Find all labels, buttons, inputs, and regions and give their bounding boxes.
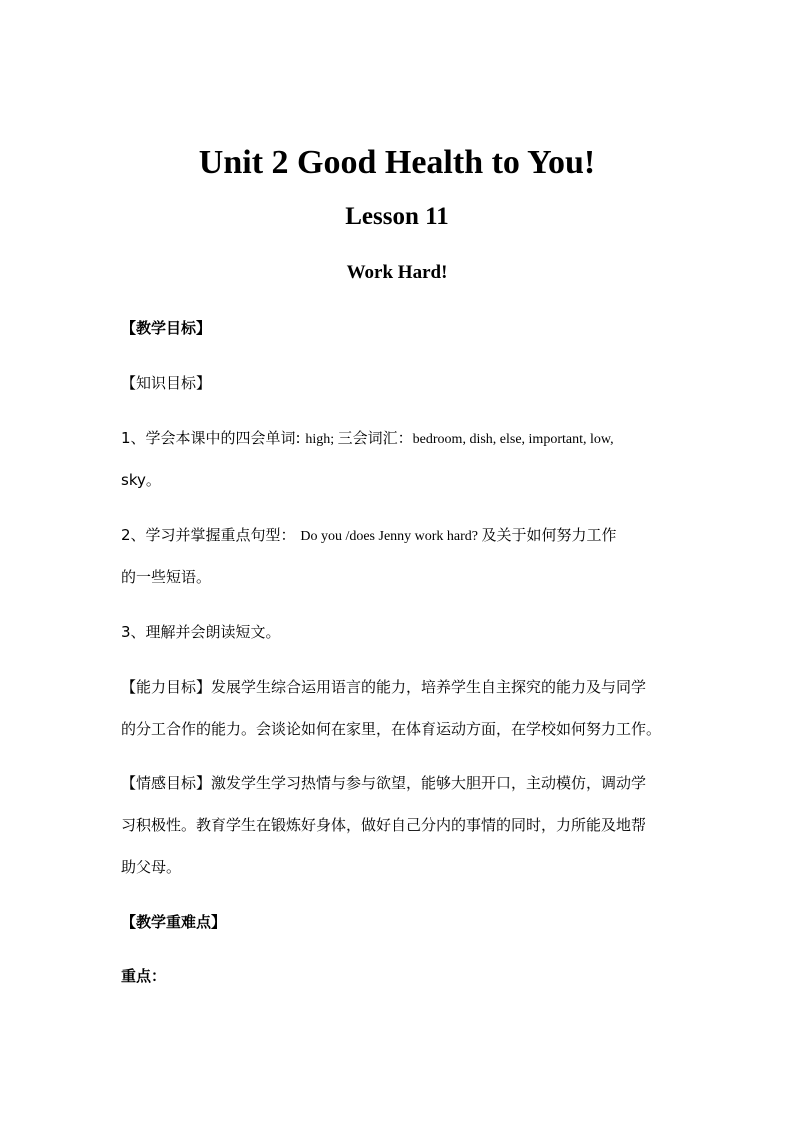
emotion-objective-line-1: 【情感目标】激发学生学习热情与参与欲望，能够大胆开口，主动模仿，调动学 [121, 774, 647, 792]
knowledge-item-1-line-2: sky。 [121, 471, 161, 489]
item-2-key-sentence: Do you /does Jenny work hard? [300, 529, 482, 544]
knowledge-item-2-line-1 [121, 525, 681, 547]
section-heading-objectives: 【教学目标】 [121, 319, 212, 337]
item-1-four-skill-words: high; [305, 432, 338, 447]
item-1-mid-label: 三会词汇： [337, 429, 413, 447]
item-2-suffix: 及关于如何努力工作 [481, 526, 617, 544]
knowledge-item-2-line-2: 的一些短语。 [121, 568, 212, 586]
emotion-objective-line-3: 助父母。 [121, 858, 182, 876]
knowledge-item-1-line-1 [121, 428, 681, 450]
lesson-heading: Lesson 11 [345, 203, 449, 230]
ability-objective-line-2: 的分工合作的能力。会谈论如何在家里，在体育运动方面，在学校如何努力工作。 [121, 720, 662, 738]
ability-objective-line-1: 【能力目标】发展学生综合运用语言的能力，培养学生自主探究的能力及与同学 [121, 678, 647, 696]
section-heading-key-difficult: 【教学重难点】 [121, 913, 227, 931]
document-title: Unit 2 Good Health to You! [198, 144, 596, 181]
emotion-objective-line-2: 习积极性。教育学生在锻炼好身体，做好自己分内的事情的同时，力所能及地帮 [121, 816, 647, 834]
item-1-prefix: 1、学会本课中的四会单词: [121, 429, 306, 447]
knowledge-item-3: 3、理解并会朗读短文。 [121, 623, 281, 641]
key-points-label: 重点： [121, 967, 167, 985]
item-2-prefix: 2、学习并掌握重点句型： [121, 526, 301, 544]
lesson-subtitle: Work Hard! [346, 262, 448, 283]
item-1-three-skill-words: bedroom, dish, else, important, low, [412, 432, 614, 447]
section-heading-knowledge: 【知识目标】 [121, 374, 212, 392]
